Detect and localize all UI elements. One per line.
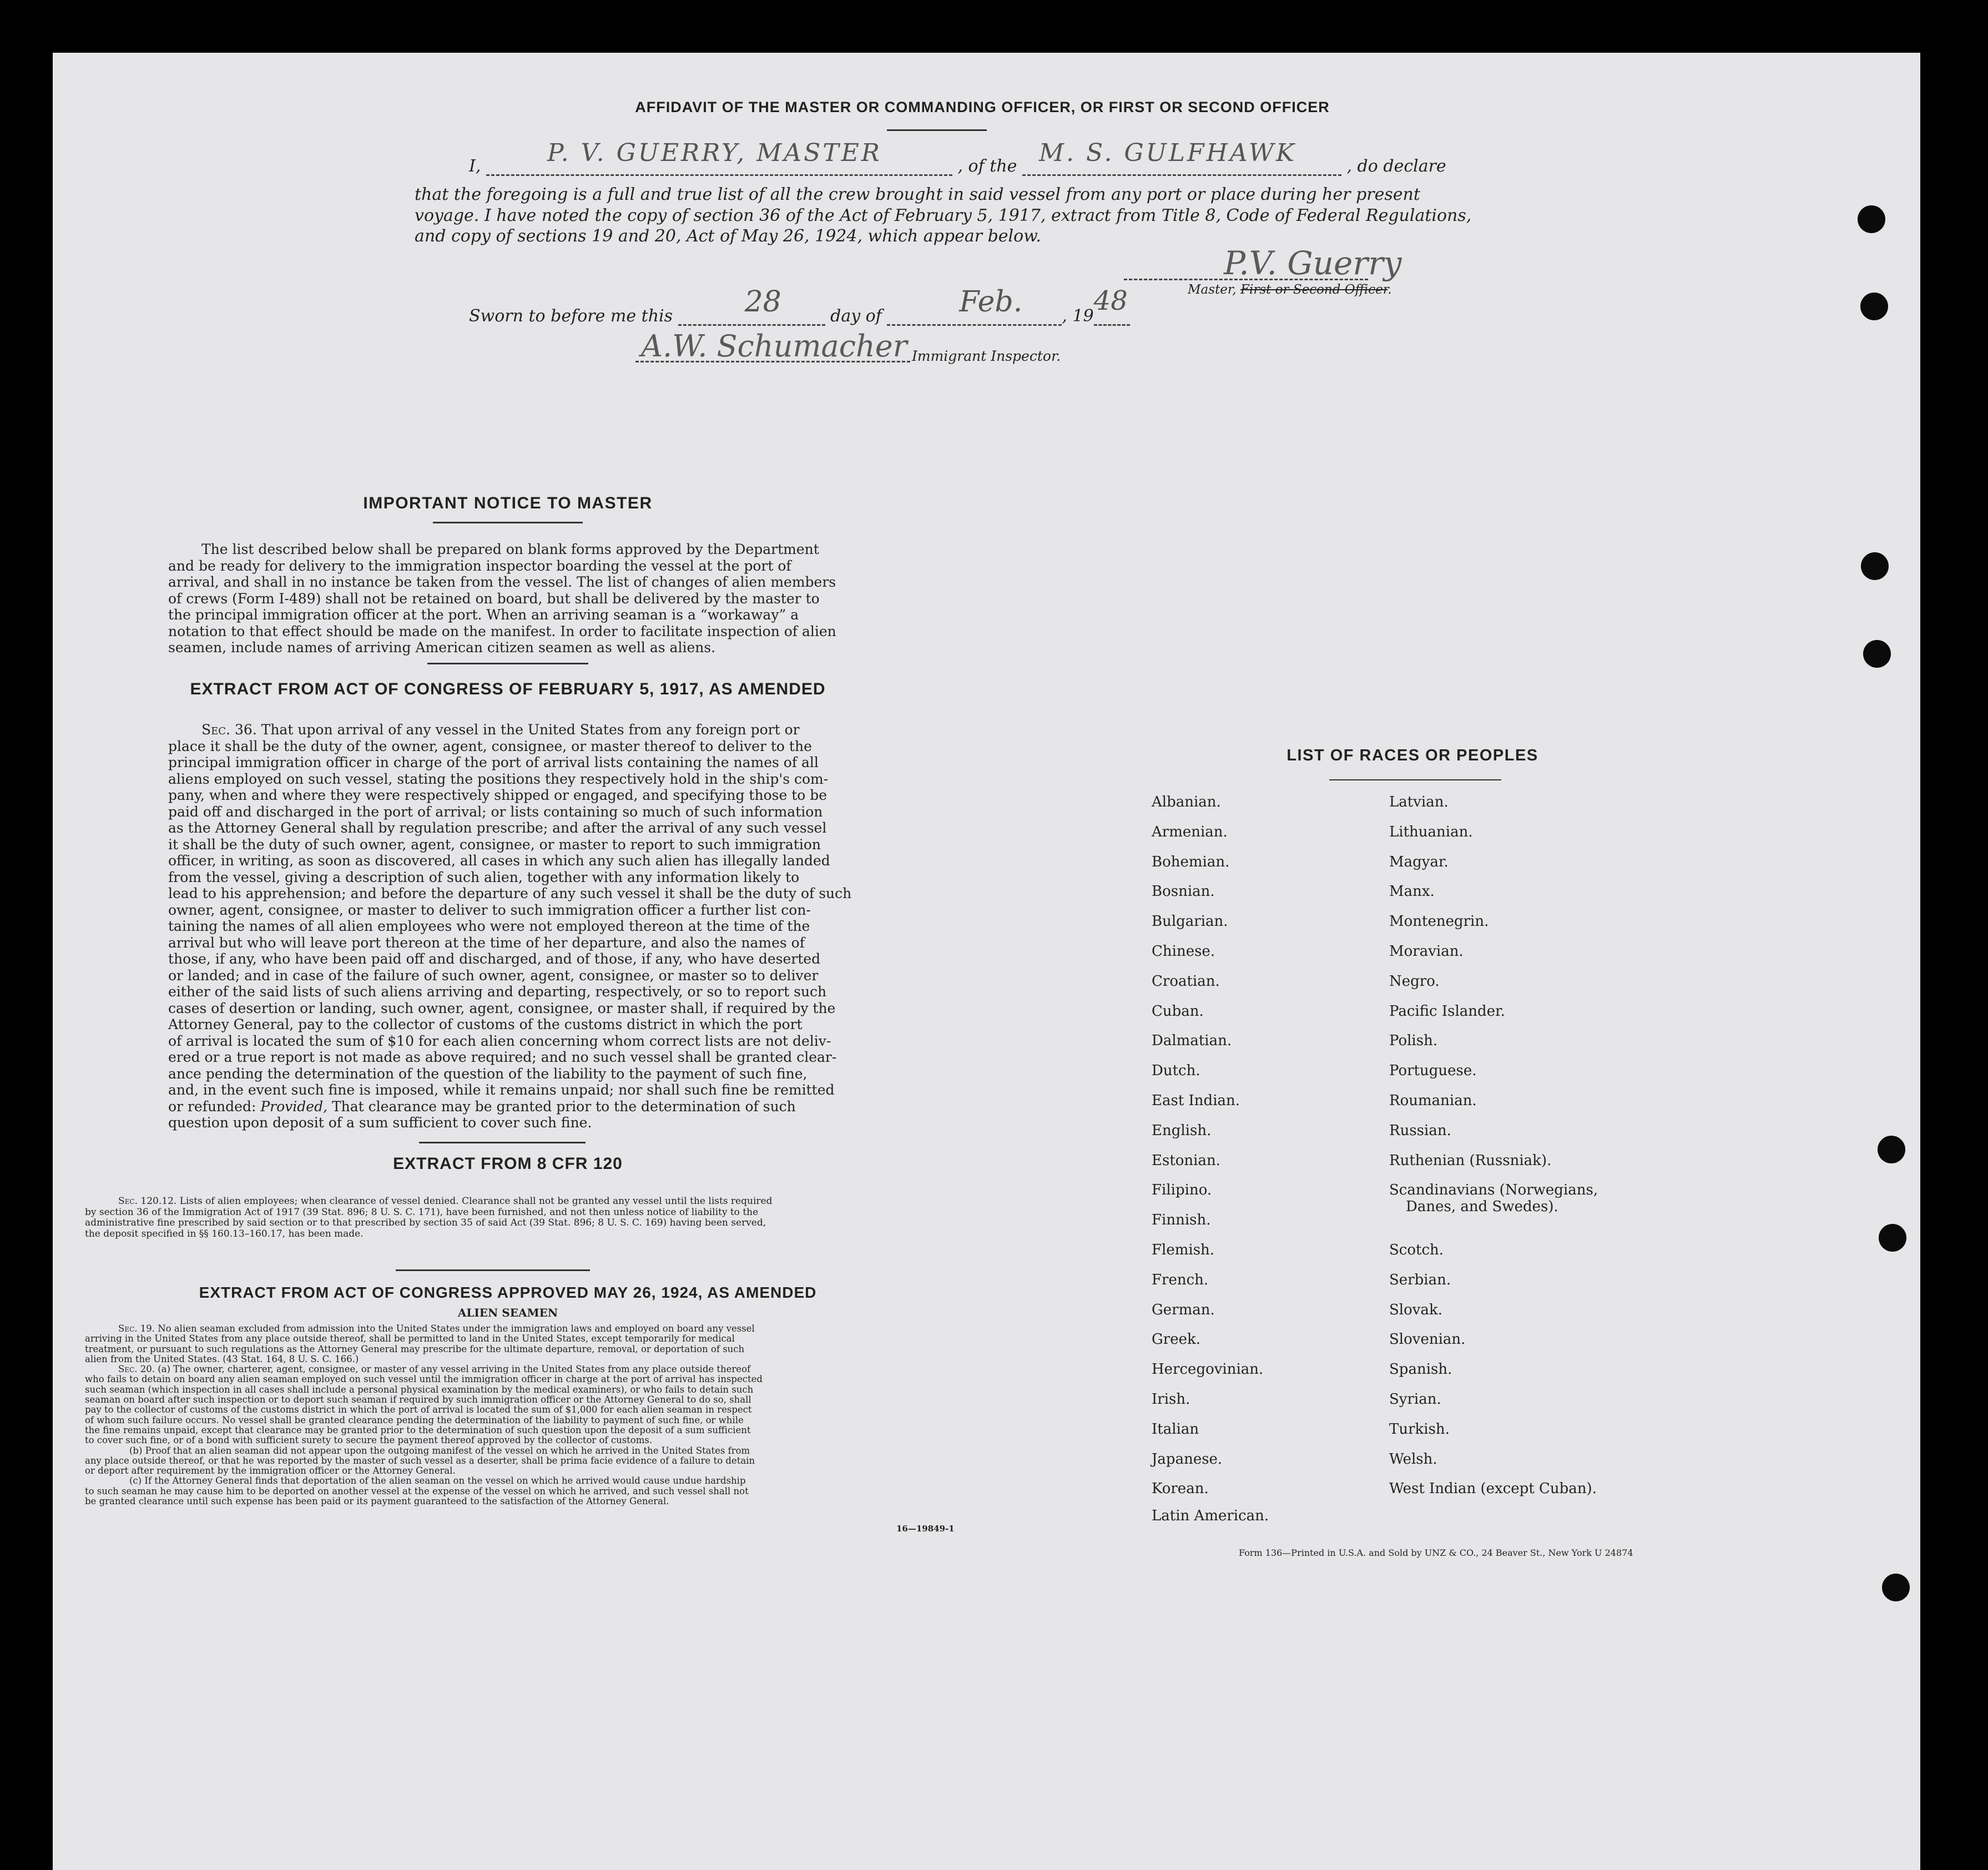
notice-line: notation to that effect should be made on the manifest. In order to facilitate inspection of alien xyxy=(168,623,836,639)
extract1924-line: be granted clearance until such expense has been paid or its payment guaranteed to the satisfaction of the Attorney General. xyxy=(85,1496,669,1507)
notice-line: and be ready for delivery to the immigration inspector boarding the vessel at the port of xyxy=(168,557,791,574)
extract1917-line: place it shall be the duty of the owner, agent, consignee, or master thereof to deliver to the xyxy=(168,738,812,754)
of-the-label: , of the xyxy=(957,157,1017,176)
i-label: I, xyxy=(469,157,481,176)
extract1917-line: question upon deposit of a sum sufficient to cover such fine. xyxy=(168,1115,592,1131)
race-item: Moravian. xyxy=(1389,943,1464,960)
extract1924-line: of whom such failure occurs. No vessel shall be granted clearance pending the determination of the liability to payment of such fine, or while xyxy=(85,1414,744,1425)
extract-cfr-line: by section 36 of the Immigration Act of 1917 (39 Stat. 896; 8 U. S. C. 171), have been furnished, and not then unless notice of liability to the xyxy=(85,1206,759,1218)
extract1917-line: lead to his apprehension; and before the departure of any such vessel it shall be the duty of such xyxy=(168,885,852,901)
punch-hole xyxy=(1863,640,1891,668)
extract1917-line: as the Attorney General shall by regulation prescribe; and after the arrival of any such vessel xyxy=(168,820,827,836)
race-item: Korean. xyxy=(1152,1480,1209,1497)
master-name-handwritten: P. V. GUERRY, MASTER xyxy=(547,139,882,167)
inspector-caption: Immigrant Inspector. xyxy=(912,348,1061,364)
race-item: Portuguese. xyxy=(1389,1062,1477,1079)
form-code: 16—19849-1 xyxy=(896,1524,955,1534)
race-item: Armenian. xyxy=(1152,824,1228,840)
vessel-field xyxy=(1022,139,1341,176)
extract1917-line: and, in the event such fine is imposed, while it remains unpaid; nor shall such fine be remitted xyxy=(168,1082,835,1098)
extract1924-line: (c) If the Attorney General finds that deportation of the alien seaman on the vessel on which he arrived would cause undue hardship xyxy=(129,1475,746,1486)
race-item: Russian. xyxy=(1389,1122,1451,1139)
extract1917-line: paid off and discharged in the port of arrival; or lists containing so much of such information xyxy=(168,803,823,820)
extract1924-line: Sec. 20. (a) The owner, charterer, agent, consignee, or master of any vessel arriving in the United States from any place outside thereof xyxy=(118,1364,751,1375)
punch-hole xyxy=(1861,552,1889,580)
notice-line: the principal immigration officer at the port. When an arriving seaman is a “workaway” a xyxy=(168,607,799,623)
punch-hole xyxy=(1858,205,1885,233)
race-item: Estonian. xyxy=(1152,1152,1220,1169)
month-field xyxy=(887,285,1062,326)
year-handwritten: 48 xyxy=(1093,285,1128,316)
master-name-field xyxy=(486,139,952,176)
race-item: Bulgarian. xyxy=(1152,913,1228,930)
day-of-label: day of xyxy=(830,306,882,326)
extract1924-line: to such seaman he may cause him to be deported on another vessel at the expense of the vessel on which he arrived, and such vessel shall not xyxy=(85,1485,749,1496)
extract1924-line: or deport after requirement by the immigration officer or the Attorney General. xyxy=(85,1465,456,1476)
title-rule xyxy=(887,129,987,131)
race-item: Scandinavians (Norwegians, xyxy=(1389,1182,1598,1198)
race-item: Greek. xyxy=(1152,1331,1200,1348)
race-item: Scotch. xyxy=(1389,1242,1444,1258)
extract1917-end-rule xyxy=(419,1142,586,1143)
race-item: French. xyxy=(1152,1272,1209,1288)
extract1924-line: pay to the collector of customs of the customs district in which the port of arrival is located the sum of $1,000 for each alien seaman in respect xyxy=(85,1404,752,1415)
extract-cfr-line: the deposit specified in §§ 160.13–160.17, has been made. xyxy=(85,1228,364,1239)
extract1917-line: pany, when and where they were respectively shipped or engaged, and specifying those to be xyxy=(168,787,828,803)
notice-line: The list described below shall be prepared on blank forms approved by the Department xyxy=(201,541,819,557)
extract-cfr-title: EXTRACT FROM 8 CFR 120 xyxy=(393,1155,623,1173)
race-item: Bohemian. xyxy=(1152,854,1230,870)
race-item: Slovenian. xyxy=(1389,1331,1466,1348)
race-item: Turkish. xyxy=(1389,1421,1450,1438)
extract1924-subtitle: ALIEN SEAMEN xyxy=(457,1306,558,1319)
extract-cfr-end-rule xyxy=(396,1269,590,1271)
notice-title: IMPORTANT NOTICE TO MASTER xyxy=(363,494,653,512)
extract1924-line: to cover such fine, or of a bond with sufficient surety to secure the payment thereof approved by the collector of customs. xyxy=(85,1435,653,1446)
extract-cfr-line: administrative fine prescribed by said section or to that prescribed by section 35 of said Act (39 Stat. 896; 8 U. S. C. 169) having been served, xyxy=(85,1217,766,1228)
race-item: Croatian. xyxy=(1152,973,1220,990)
affidavit-line2: that the foregoing is a full and true list of all the crew brought in said vessel from any port or place during her present xyxy=(415,185,1420,204)
extract1917-line: aliens employed on such vessel, stating the positions they respectively hold in the ship's com- xyxy=(168,770,829,787)
extract1917-title: EXTRACT FROM ACT OF CONGRESS OF FEBRUARY 5, 1917, AS AMENDED xyxy=(190,680,826,698)
extract1924-line: alien from the United States. (43 Stat. 164, 8 U. S. C. 166.) xyxy=(85,1353,359,1364)
notice-end-rule xyxy=(427,663,588,664)
race-item: Italian xyxy=(1152,1421,1199,1438)
notice-line: arrival, and shall in no instance be taken from the vessel. The list of changes of alien members xyxy=(168,574,836,590)
master-caption-b: . xyxy=(1387,283,1392,297)
race-item: Latin American. xyxy=(1152,1508,1269,1524)
affidavit-line3: voyage. I have noted the copy of section 36 of the Act of February 5, 1917, extract from Title 8, Code of Federal Regulations, xyxy=(415,206,1472,225)
extract1924-line: seaman on board after such inspection or to deport such seaman if required by such immigration officer or the Attorney General to do so, shall xyxy=(85,1394,751,1405)
extract1924-line: Sec. 19. No alien seaman excluded from admission into the United States under the immigration laws and employed on board any vessel xyxy=(118,1323,755,1334)
race-item: Syrian. xyxy=(1389,1391,1441,1408)
race-item: Flemish. xyxy=(1152,1242,1215,1258)
master-caption-struck: First or Second Officer xyxy=(1240,283,1388,297)
race-item: Roumanian. xyxy=(1389,1092,1477,1109)
race-item: Irish. xyxy=(1152,1391,1190,1408)
extract1917-line: principal immigration officer in charge of the port of arrival lists containing the names of all xyxy=(168,754,819,770)
notice-body xyxy=(168,541,856,656)
notice-line: of crews (Form I-489) shall not be retained on board, but shall be delivered by the master to xyxy=(168,590,820,607)
do-declare-label: , do declare xyxy=(1346,157,1446,176)
punch-hole xyxy=(1879,1224,1906,1252)
race-item: Finnish. xyxy=(1152,1212,1211,1228)
extract1917-line: or refunded: Provided, That clearance may be granted prior to the determination of such xyxy=(168,1098,796,1115)
affidavit-title: AFFIDAVIT OF THE MASTER OR COMMANDING OFFICER, OR FIRST OR SECOND OFFICER xyxy=(635,99,1330,115)
race-item: Polish. xyxy=(1389,1032,1438,1049)
master-caption xyxy=(1188,283,1392,297)
race-item: Danes, and Swedes). xyxy=(1406,1198,1558,1215)
extract1924-line: (b) Proof that an alien seaman did not appear upon the outgoing manifest of the vessel on which he arrived in the United States from xyxy=(129,1445,750,1456)
extract1924-line: treatment, or pursuant to such regulations as the Attorney General may prescribe for the ultimate departure, removal, or deportation of such xyxy=(85,1343,745,1354)
extract-cfr-line: Sec. 120.12. Lists of alien employees; when clearance of vessel denied. Clearance shall not be granted any vessel until the lists required xyxy=(118,1196,773,1207)
extract1924-line: the fine remains unpaid, except that clearance may be granted prior to the determination of such question upon the deposit of a sum sufficient xyxy=(85,1424,751,1435)
race-item: Pacific Islander. xyxy=(1389,1003,1505,1020)
inspector-signature: A.W. Schumacher xyxy=(641,329,907,364)
extract1917-line: owner, agent, consignee, or master to deliver to such immigration officer a further list con- xyxy=(168,901,811,918)
race-item: Negro. xyxy=(1389,973,1440,990)
extract1917-line: of arrival is located the sum of $10 for each alien concerning whom correct lists are not deliv- xyxy=(168,1032,831,1049)
race-item: Welsh. xyxy=(1389,1451,1437,1468)
race-item: Filipino. xyxy=(1152,1182,1212,1198)
extract1917-line: taining the names of all alien employees who were not employed thereon at the time of the xyxy=(168,918,810,934)
extract1924-line: any place outside thereof, or that he was reported by the master of such vessel as a deserter, shall be prima facie evidence of a failure to detain xyxy=(85,1455,755,1466)
race-item: Ruthenian (Russniak). xyxy=(1389,1152,1552,1169)
day-field xyxy=(678,285,825,326)
race-item: Spanish. xyxy=(1389,1361,1452,1378)
races-right-column xyxy=(1389,794,1667,1593)
extract1917-line: officer, in writing, as soon as discovered, all cases in which any such alien has illegally landed xyxy=(168,853,830,869)
document-page xyxy=(53,53,1920,1870)
race-item: German. xyxy=(1152,1302,1215,1318)
notice-line: seamen, include names of arriving American citizen seamen as well as aliens. xyxy=(168,639,716,656)
year-prefix: , 19 xyxy=(1062,306,1094,326)
race-item: Bosnian. xyxy=(1152,883,1215,900)
extract1924-title: EXTRACT FROM ACT OF CONGRESS APPROVED MAY 26, 1924, AS AMENDED xyxy=(199,1284,817,1301)
extract1917-body xyxy=(168,722,856,1131)
race-item: East Indian. xyxy=(1152,1092,1240,1109)
extract1917-line: or landed; and in case of the failure of such owner, agent, consignee, or master so to deliver xyxy=(168,967,819,984)
notice-rule xyxy=(433,522,583,523)
race-item: Hercegovinian. xyxy=(1152,1361,1264,1378)
race-item: Chinese. xyxy=(1152,943,1215,960)
sworn-line xyxy=(469,285,1130,326)
races-left-column xyxy=(1152,794,1374,1593)
race-item: Cuban. xyxy=(1152,1003,1204,1020)
race-item: Montenegrin. xyxy=(1389,913,1489,930)
form-footer: Form 136—Printed in U.S.A. and Sold by UNZ & CO., 24 Beaver St., New York U 24874 xyxy=(1239,1548,1633,1558)
extract1917-line: ered or a true report is not made as above required; and no such vessel shall be granted clear- xyxy=(168,1049,837,1065)
year-field xyxy=(1093,285,1130,326)
month-handwritten: Feb. xyxy=(959,285,1023,319)
race-item: West Indian (except Cuban). xyxy=(1389,1480,1597,1497)
race-item: Dutch. xyxy=(1152,1062,1200,1079)
extract1917-line: those, if any, who have been paid off and discharged, and of those, if any, who have deserted xyxy=(168,951,821,967)
sworn-label: Sworn to before me this xyxy=(469,306,673,326)
extract1917-line: cases of desertion or landing, such owner, agent, consignee, or master shall, if required by the xyxy=(168,1000,836,1016)
race-item: Latvian. xyxy=(1389,794,1449,810)
extract1924-line: who fails to detain on board any alien seaman employed on such vessel until the immigration officer in charge at the port of arrival has inspected xyxy=(85,1374,763,1385)
extract1917-line: ance pending the determination of the question of the liability to the payment of such fine, xyxy=(168,1065,808,1082)
extract1917-line: from the vessel, giving a description of such alien, together with any information likely to xyxy=(168,869,800,885)
punch-hole xyxy=(1878,1136,1905,1163)
race-item: Japanese. xyxy=(1152,1451,1223,1468)
extract-cfr-body xyxy=(85,1196,951,1239)
extract1917-line: arrival but who will leave port thereon at the time of her departure, and also the names of xyxy=(168,934,805,951)
extract1917-line: it shall be the duty of such owner, agent, consignee, or master to report to such immigration xyxy=(168,836,821,853)
affidavit-line4: and copy of sections 19 and 20, Act of May 26, 1924, which appear below. xyxy=(415,226,1041,246)
master-caption-a: Master, xyxy=(1188,283,1241,297)
race-item: Manx. xyxy=(1389,883,1435,900)
master-signature: P.V. Guerry xyxy=(1224,244,1402,282)
extract1917-line: Sec. 36. That upon arrival of any vessel in the United States from any foreign port or xyxy=(201,722,800,738)
race-item: Serbian. xyxy=(1389,1272,1451,1288)
extract1917-line: either of the said lists of such aliens arriving and departing, respectively, or so to report such xyxy=(168,984,827,1000)
races-rule xyxy=(1329,779,1501,780)
vessel-handwritten: M. S. GULFHAWK xyxy=(1038,139,1296,167)
punch-hole xyxy=(1882,1574,1910,1601)
punch-hole xyxy=(1860,293,1888,320)
extract1917-line: Attorney General, pay to the collector of customs of the customs district in which the port xyxy=(168,1016,803,1032)
extract1924-body xyxy=(85,1324,951,1506)
races-title: LIST OF RACES OR PEOPLES xyxy=(1286,747,1538,764)
race-item: Albanian. xyxy=(1152,794,1221,810)
affidavit-line1 xyxy=(469,139,1579,176)
race-item: Slovak. xyxy=(1389,1302,1442,1318)
day-handwritten: 28 xyxy=(744,285,781,319)
race-item: English. xyxy=(1152,1122,1212,1139)
extract1924-line: arriving in the United States from any place outside thereof, shall be permitted to land in the United States, except temporarily for medical xyxy=(85,1333,735,1344)
race-item: Dalmatian. xyxy=(1152,1032,1232,1049)
race-item: Magyar. xyxy=(1389,854,1449,870)
race-item: Lithuanian. xyxy=(1389,824,1473,840)
extract1924-line: such seaman (which inspection in all cases shall include a personal physical examination by the medical examiners), or who fails to detain such xyxy=(85,1384,754,1395)
